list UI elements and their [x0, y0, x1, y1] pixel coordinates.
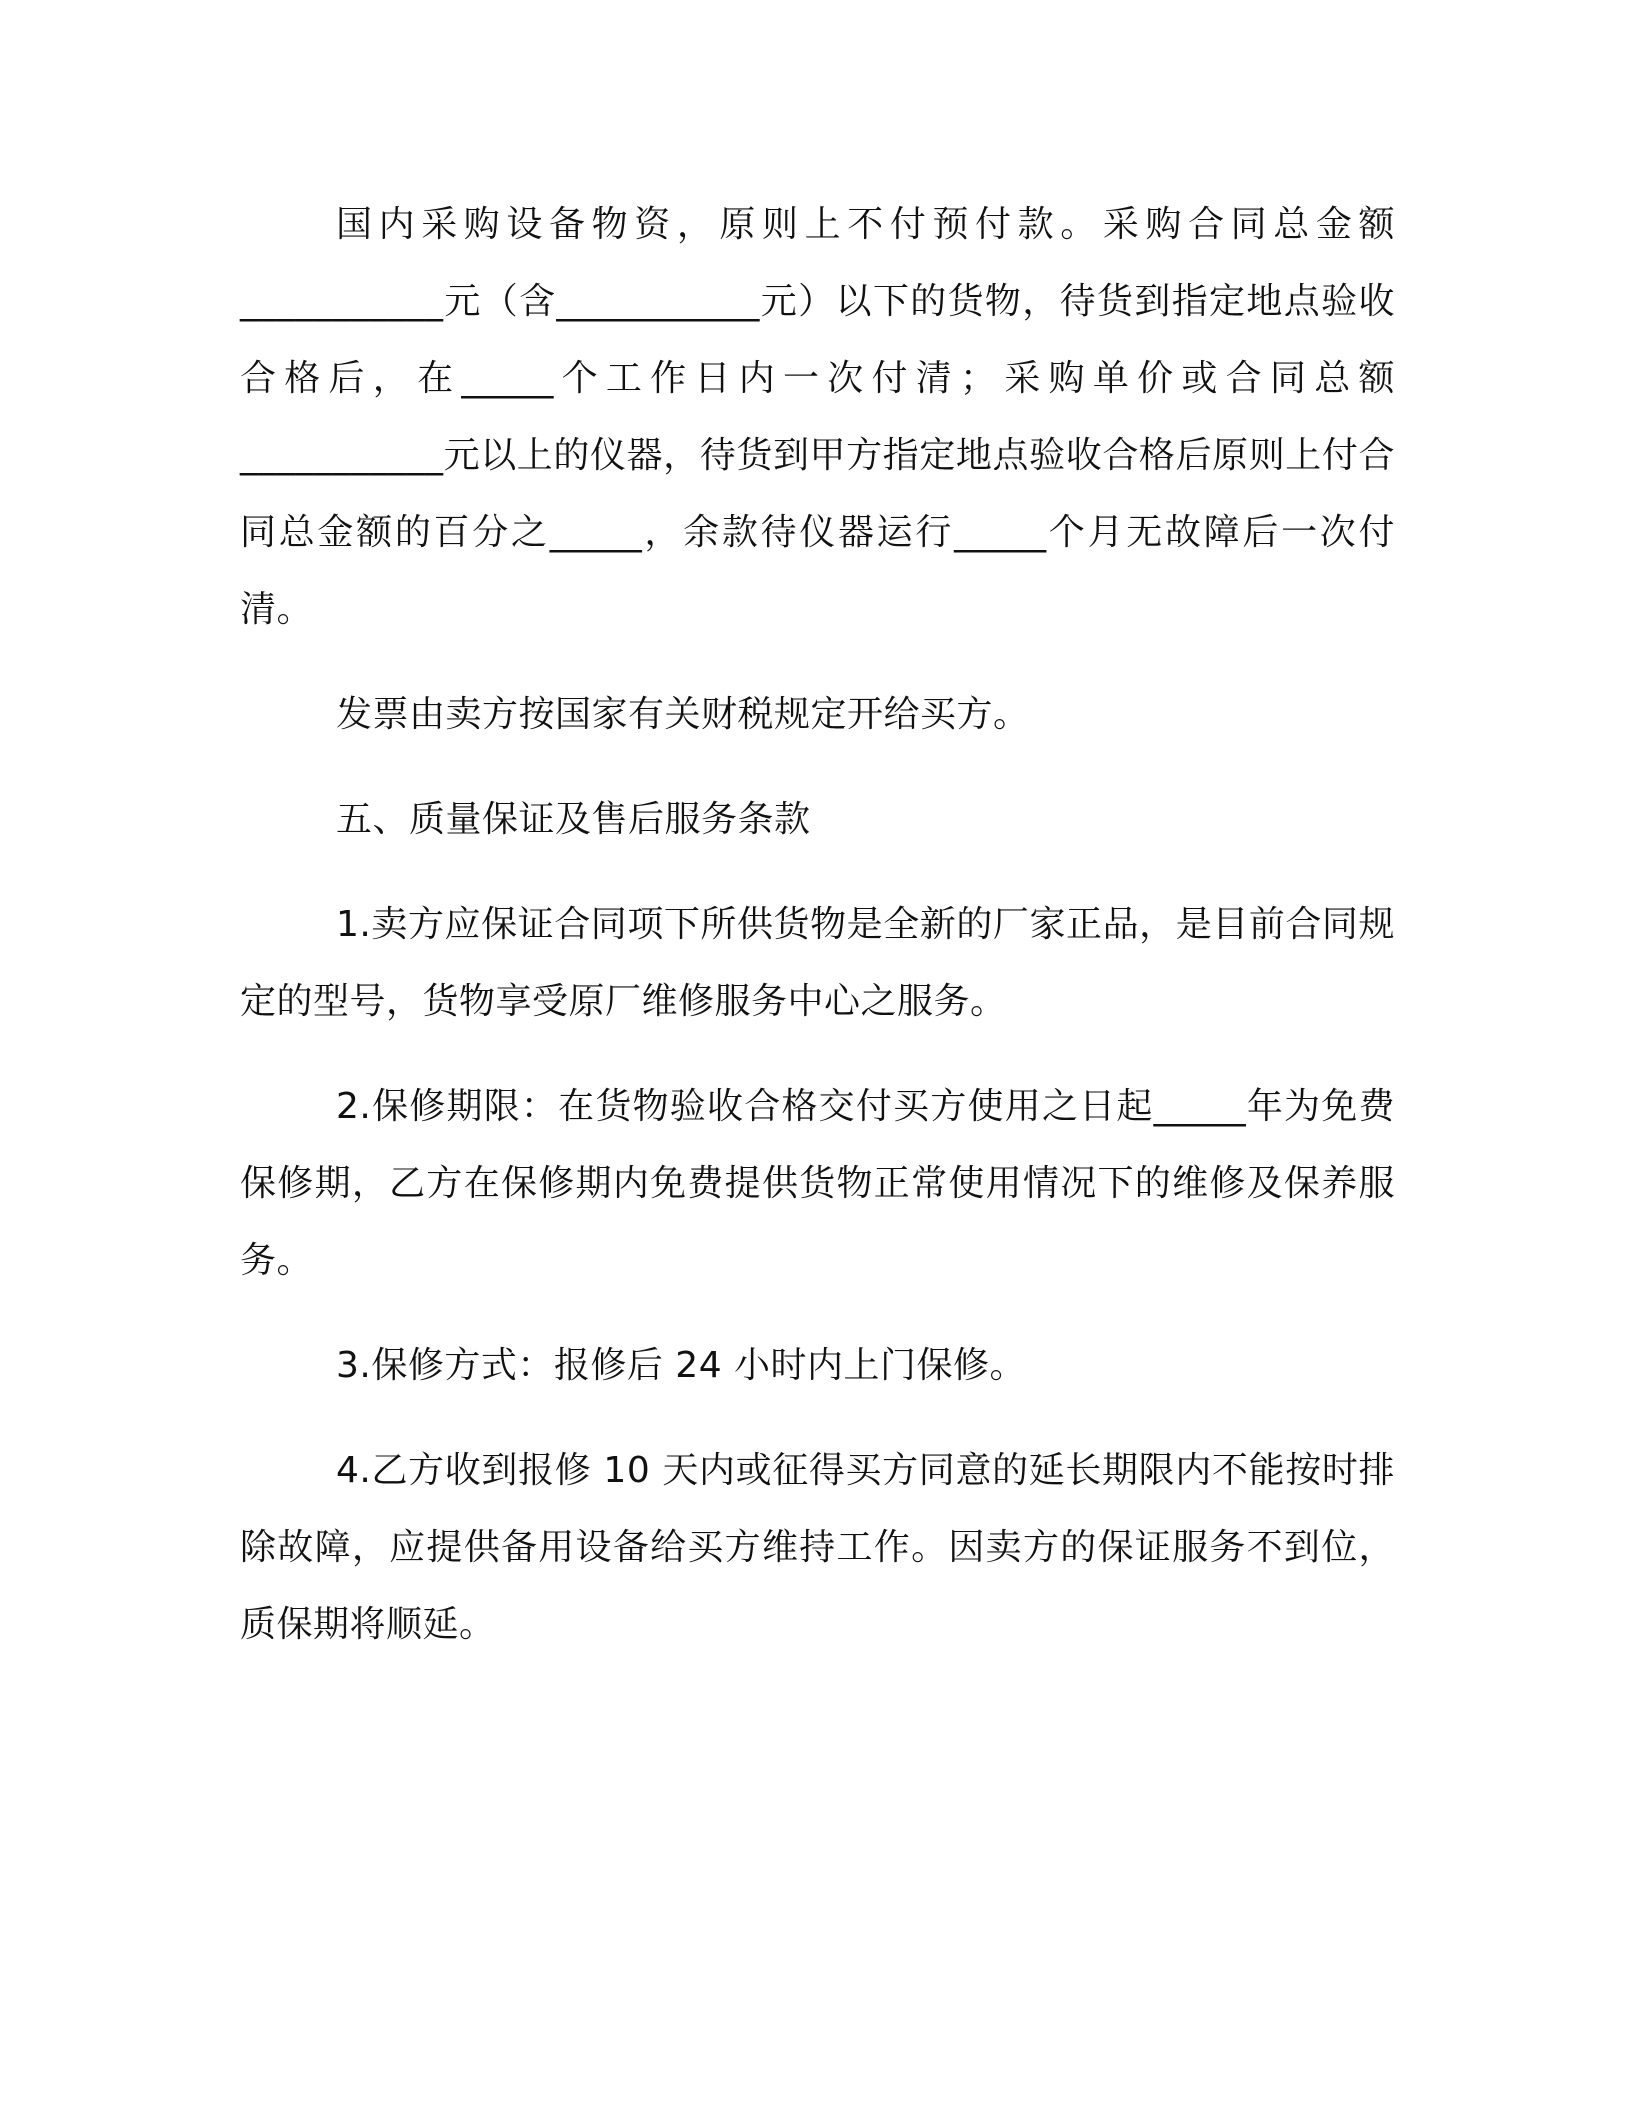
- section-heading: 五、质量保证及售后服务条款: [336, 799, 811, 840]
- invoice-paragraph: 发票由卖方按国家有关财税规定开给买方。: [336, 694, 1030, 735]
- document-body: [240, 186, 1395, 1663]
- clause-3-paragraph: 3.保修方式：报修后 24 小时内上门保修。: [336, 1345, 1027, 1386]
- payment-terms-paragraph: 国内采购设备物资，原则上不付预付款。采购合同总金额___________元（含___________元）以下的货物，待货到指定地点验收合格后，在_____个工作日内一次付清；采购单价或合同总额___________元以上的仪器，待货到甲方指定地点验收合格后原则上付合同总金额的百分之_____，余款待仪器运行_____个月无故障后一次付清。: [240, 204, 1395, 630]
- clause-1-paragraph: 1.卖方应保证合同项下所供货物是全新的厂家正品，是目前合同规定的型号，货物享受原厂维修服务中心之服务。: [240, 904, 1395, 1022]
- clause-2-paragraph: 2.保修期限：在货物验收合格交付买方使用之日起_____年为免费保修期，乙方在保修期内免费提供货物正常使用情况下的维修及保养服务。: [240, 1086, 1395, 1281]
- clause-4-paragraph: 4.乙方收到报修 10 天内或征得买方同意的延长期限内不能按时排除故障，应提供备用设备给买方维持工作。因卖方的保证服务不到位，质保期将顺延。: [240, 1450, 1395, 1645]
